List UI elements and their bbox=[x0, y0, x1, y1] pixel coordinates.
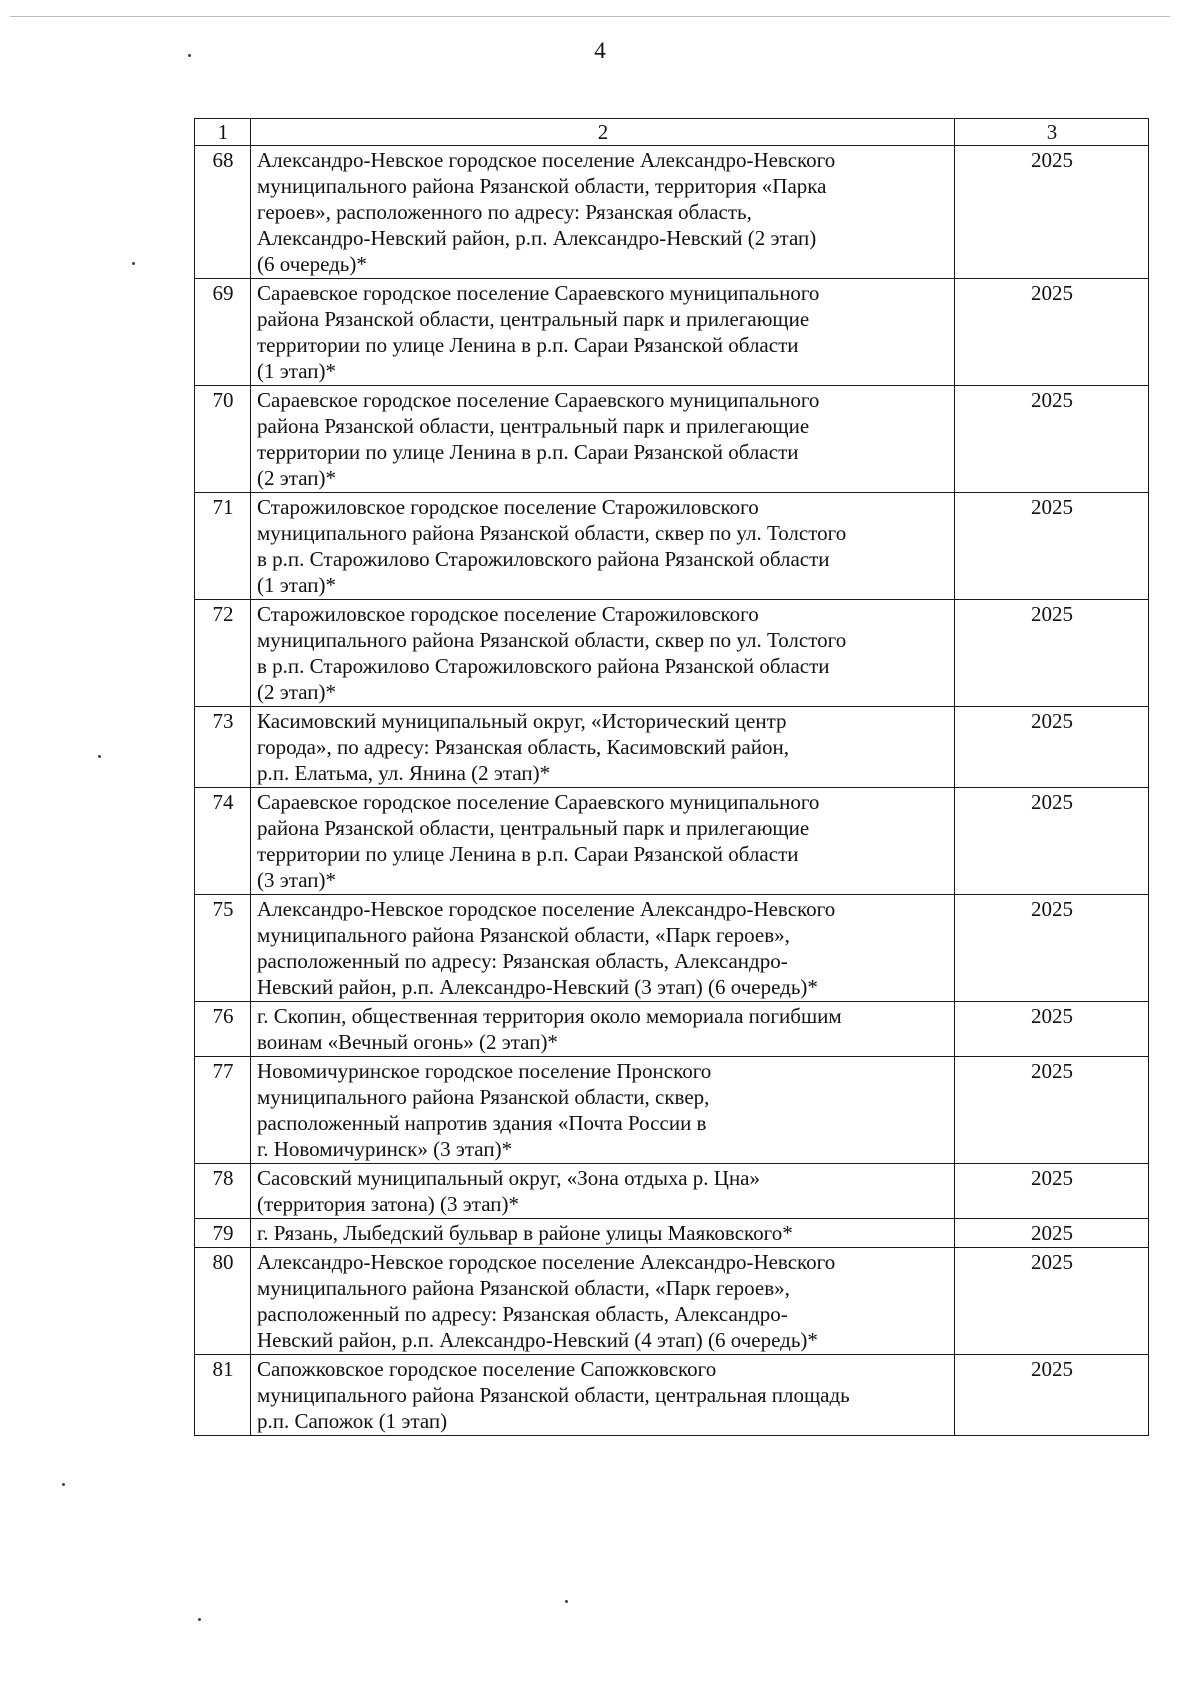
table-row bbox=[195, 493, 1149, 600]
row-year: 2025 bbox=[955, 600, 1149, 707]
row-number: 80 bbox=[195, 1248, 251, 1355]
row-description: Касимовский муниципальный округ, «Исторический центр города», по адресу: Рязанская область, Касимовский район, р.п. Елатьма, ул. Янина (2 этап)* bbox=[251, 707, 955, 788]
table-row bbox=[195, 1002, 1149, 1057]
row-number: 72 bbox=[195, 600, 251, 707]
row-year: 2025 bbox=[955, 788, 1149, 895]
scan-edge-line bbox=[10, 16, 1170, 17]
table-row bbox=[195, 600, 1149, 707]
row-description: г. Скопин, общественная территория около мемориала погибшим воинам «Вечный огонь» (2 этап)* bbox=[251, 1002, 955, 1057]
table-row bbox=[195, 1219, 1149, 1248]
column-header: 1 bbox=[195, 119, 251, 146]
table-row bbox=[195, 895, 1149, 1002]
scan-speck bbox=[62, 1483, 65, 1486]
column-header: 2 bbox=[251, 119, 955, 146]
row-year: 2025 bbox=[955, 1355, 1149, 1436]
row-number: 76 bbox=[195, 1002, 251, 1057]
document-table bbox=[194, 118, 1149, 1436]
row-number: 68 bbox=[195, 146, 251, 279]
row-description: Сапожковское городское поселение Сапожковского муниципального района Рязанской области, центральная площадь р.п. Сапожок (1 этап) bbox=[251, 1355, 955, 1436]
row-description: Александро-Невское городское поселение Александро-Невского муниципального района Рязанской области, «Парк героев», расположенный по адресу: Рязанская область, Александро- Невский район, р.п. Александро-Невский (4 этап) (6 очередь)* bbox=[251, 1248, 955, 1355]
row-year: 2025 bbox=[955, 146, 1149, 279]
row-number: 69 bbox=[195, 279, 251, 386]
row-description: Новомичуринское городское поселение Пронского муниципального района Рязанской области, сквер, расположенный напротив здания «Почта России в г. Новомичуринск» (3 этап)* bbox=[251, 1057, 955, 1164]
row-description: Александро-Невское городское поселение Александро-Невского муниципального района Рязанской области, «Парк героев», расположенный по адресу: Рязанская область, Александро- Невский район, р.п. Александро-Невский (3 этап) (6 очередь)* bbox=[251, 895, 955, 1002]
row-number: 74 bbox=[195, 788, 251, 895]
row-number: 79 bbox=[195, 1219, 251, 1248]
table-row bbox=[195, 1164, 1149, 1219]
row-year: 2025 bbox=[955, 1248, 1149, 1355]
table-row bbox=[195, 146, 1149, 279]
row-number: 75 bbox=[195, 895, 251, 1002]
row-year: 2025 bbox=[955, 1164, 1149, 1219]
table-header-row bbox=[195, 119, 1149, 146]
row-description: Александро-Невское городское поселение Александро-Невского муниципального района Рязанской области, территория «Парка героев», расположенного по адресу: Рязанская область, Александро-Невский район, р.п. Александро-Невский (2 этап) (6 очередь)* bbox=[251, 146, 955, 279]
row-year: 2025 bbox=[955, 386, 1149, 493]
scan-speck bbox=[565, 1600, 568, 1603]
page-number: 4 bbox=[594, 38, 606, 63]
row-year: 2025 bbox=[955, 1002, 1149, 1057]
row-description: Сараевское городское поселение Сараевского муниципального района Рязанской области, центральный парк и прилегающие территории по улице Ленина в р.п. Сараи Рязанской области (2 этап)* bbox=[251, 386, 955, 493]
table-row bbox=[195, 386, 1149, 493]
row-number: 73 bbox=[195, 707, 251, 788]
table-row bbox=[195, 279, 1149, 386]
row-number: 71 bbox=[195, 493, 251, 600]
row-year: 2025 bbox=[955, 1219, 1149, 1248]
scan-speck bbox=[198, 1618, 201, 1621]
table-row bbox=[195, 707, 1149, 788]
row-number: 78 bbox=[195, 1164, 251, 1219]
row-number: 70 bbox=[195, 386, 251, 493]
scan-speck bbox=[188, 54, 191, 57]
row-description: Сараевское городское поселение Сараевского муниципального района Рязанской области, центральный парк и прилегающие территории по улице Ленина в р.п. Сараи Рязанской области (1 этап)* bbox=[251, 279, 955, 386]
table-row bbox=[195, 1057, 1149, 1164]
row-year: 2025 bbox=[955, 493, 1149, 600]
row-description: Старожиловское городское поселение Старожиловского муниципального района Рязанской области, сквер по ул. Толстого в р.п. Старожилово Старожиловского района Рязанской области (1 этап)* bbox=[251, 493, 955, 600]
row-description: г. Рязань, Лыбедский бульвар в районе улицы Маяковского* bbox=[251, 1219, 955, 1248]
row-year: 2025 bbox=[955, 1057, 1149, 1164]
row-number: 77 bbox=[195, 1057, 251, 1164]
table-row bbox=[195, 788, 1149, 895]
row-description: Старожиловское городское поселение Старожиловского муниципального района Рязанской области, сквер по ул. Толстого в р.п. Старожилово Старожиловского района Рязанской области (2 этап)* bbox=[251, 600, 955, 707]
row-description: Сасовский муниципальный округ, «Зона отдыха р. Цна» (территория затона) (3 этап)* bbox=[251, 1164, 955, 1219]
row-year: 2025 bbox=[955, 707, 1149, 788]
column-header: 3 bbox=[955, 119, 1149, 146]
row-year: 2025 bbox=[955, 279, 1149, 386]
row-year: 2025 bbox=[955, 895, 1149, 1002]
scan-speck bbox=[98, 755, 101, 758]
table-row bbox=[195, 1355, 1149, 1436]
table-row bbox=[195, 1248, 1149, 1355]
row-description: Сараевское городское поселение Сараевского муниципального района Рязанской области, центральный парк и прилегающие территории по улице Ленина в р.п. Сараи Рязанской области (3 этап)* bbox=[251, 788, 955, 895]
row-number: 81 bbox=[195, 1355, 251, 1436]
scan-speck bbox=[132, 262, 135, 265]
